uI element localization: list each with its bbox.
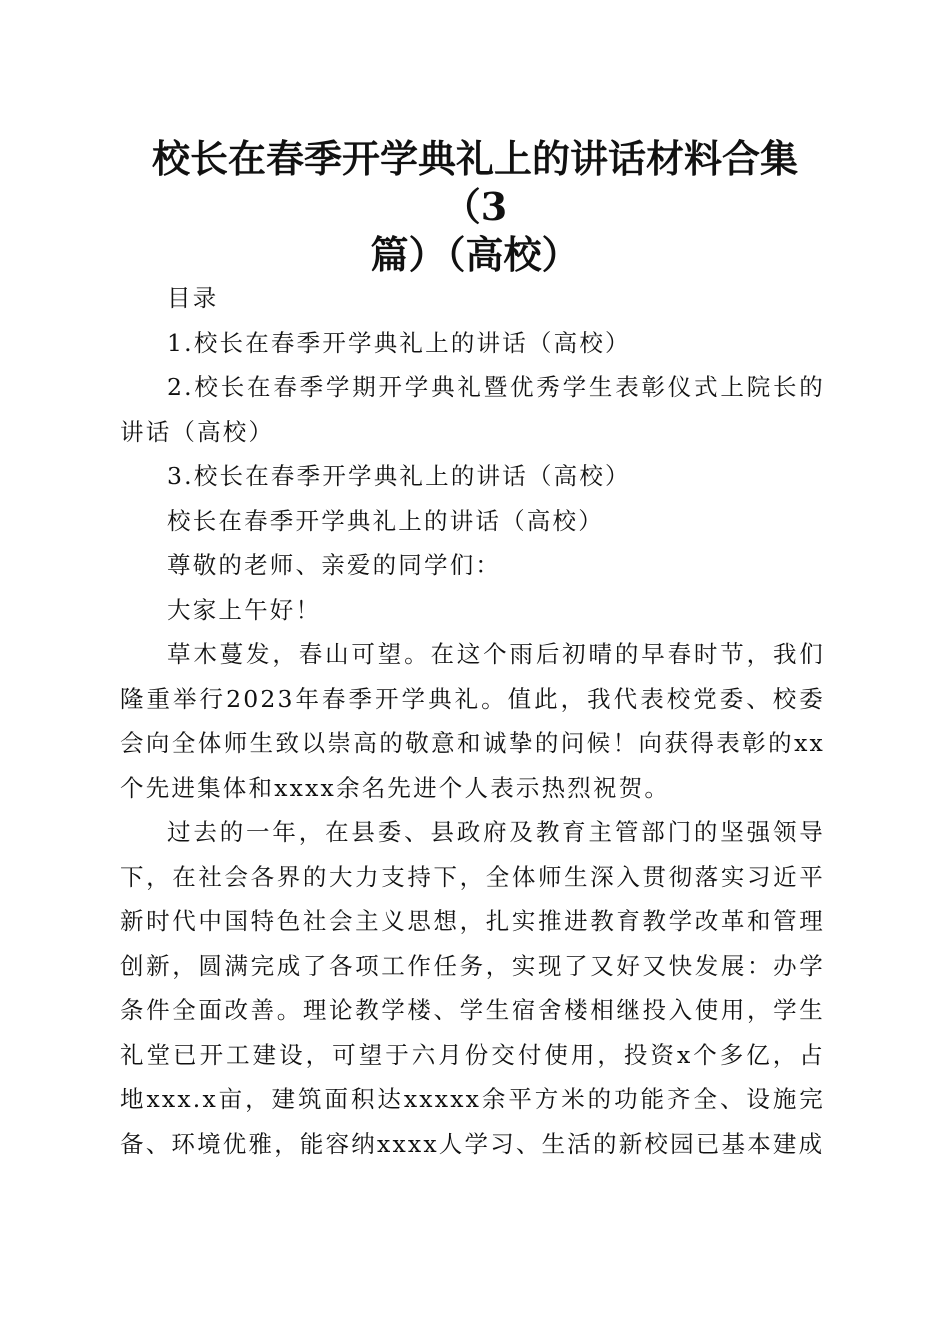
speech-title: 校长在春季开学典礼上的讲话（高校） (167, 506, 604, 535)
document-body (120, 276, 825, 1166)
toc-heading: 目录 (167, 284, 219, 312)
toc-item-2: 2.校长在春季学期开学典礼暨优秀学生表彰仪式上院长的讲话（高校） (120, 373, 825, 446)
salutation: 尊敬的老师、亲爱的同学们： (167, 551, 502, 579)
title-line-1: 校长在春季开学典礼上的讲话材料合集（3 (151, 136, 798, 229)
title-line-2: 篇）（高校） (370, 232, 580, 277)
toc-item-3: 3.校长在春季开学典礼上的讲话（高校） (167, 462, 631, 490)
body-paragraph-1: 草木蔓发，春山可望。在这个雨后初晴的早春时节，我们隆重举行2023年春季开学典礼。值此，我代表校党委、校委会向全体师生致以崇高的敬意和诚挚的问候！向获得表彰的xx个先进集体和xxxx余名先进个人表示热烈祝贺。 (120, 640, 825, 802)
greeting: 大家上午好！ (167, 595, 322, 624)
toc-item-1: 1.校长在春季开学典礼上的讲话（高校） (167, 328, 631, 357)
body-paragraph-2: 过去的一年，在县委、县政府及教育主管部门的坚强领导下，在社会各界的大力支持下，全体师生深入贯彻落实习近平新时代中国特色社会主义思想，扎实推进教育教学改革和管理创新，圆满完成了各项工作任务，实现了又好又快发展：办学条件全面改善。理论教学楼、学生宿舍楼相继投入使用，学生礼堂已开工建设，可望于六月份交付使用，投资x个多亿，占地xxx.x亩，建筑面积达xxxxx余平方米的功能齐全、设施完备、环境优雅，能容纳xxxx人学习、生活的新校园已基本建成 (120, 818, 825, 1158)
document-title (120, 135, 830, 279)
